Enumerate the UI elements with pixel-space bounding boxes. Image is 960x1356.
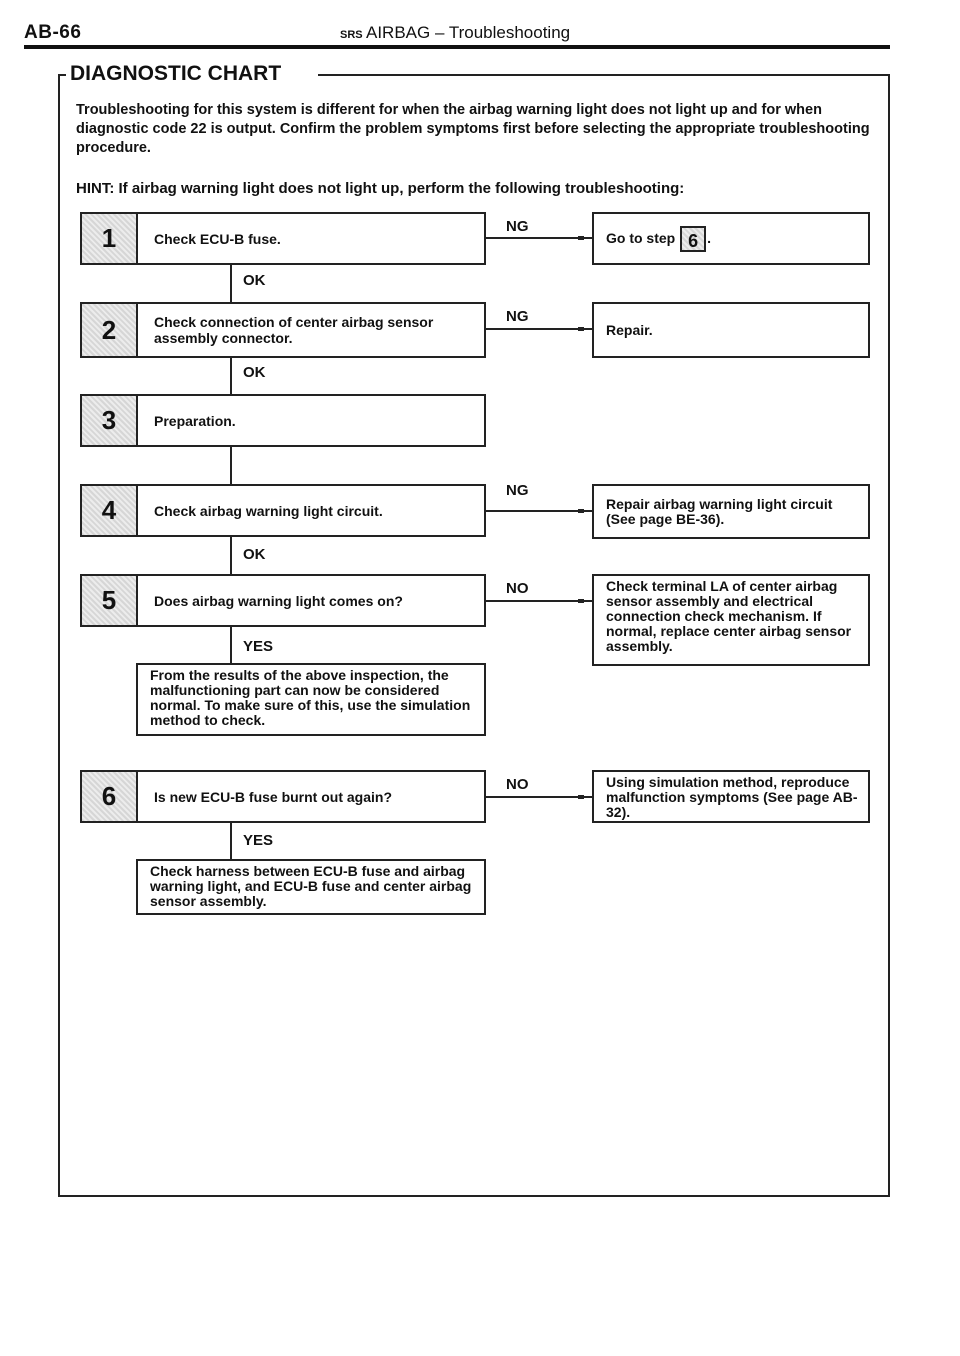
ok-connector	[230, 537, 232, 574]
frame-top-right	[318, 74, 890, 76]
no-connector	[486, 796, 592, 798]
result-text: Repair.	[606, 321, 653, 338]
step-number: 4	[101, 495, 117, 525]
note-after-step-5	[136, 663, 486, 736]
result-6-box	[592, 770, 870, 823]
step-6-badge: 6	[680, 226, 706, 252]
frame-right	[888, 74, 890, 1196]
step-4-box	[80, 484, 486, 537]
ng-label: NG	[506, 218, 529, 235]
section-title: DIAGNOSTIC CHART	[70, 62, 285, 86]
header-rule	[24, 45, 890, 49]
yes-label: YES	[243, 832, 274, 849]
step-number: 3	[101, 405, 117, 435]
step-text: Check ECU-B fuse.	[154, 230, 281, 247]
step-text: Check connection of center airbag sensor assembly connector.	[154, 314, 434, 346]
frame-top-left	[58, 74, 66, 76]
result-text: Repair airbag warning light circuit (See page BE-36).	[606, 495, 833, 527]
ok-connector	[230, 265, 232, 302]
no-connector	[486, 600, 592, 602]
ok-label: OK	[243, 272, 266, 289]
step-number-cell	[82, 304, 138, 356]
step-1-box	[80, 212, 486, 265]
connector	[230, 447, 232, 484]
ng-connector	[486, 237, 592, 239]
step-6-box	[80, 770, 486, 823]
frame-bottom	[58, 1195, 890, 1197]
step-number: 2	[101, 314, 117, 345]
step-text: Is new ECU-B fuse burnt out again?	[154, 788, 393, 805]
note-text: Check harness between ECU-B fuse and airbag warning light, and ECU-B fuse and center airbag sensor assembly.	[150, 863, 472, 909]
step-text: Preparation.	[154, 412, 236, 429]
result-suffix: .	[707, 230, 712, 246]
ok-connector	[230, 358, 232, 394]
yes-connector	[230, 627, 232, 663]
result-1-box	[592, 212, 870, 265]
no-label: NO	[506, 776, 529, 793]
step-number: 5	[101, 585, 117, 615]
step-number-cell	[82, 772, 138, 821]
result-5-box	[592, 574, 870, 666]
ok-label: OK	[243, 546, 266, 563]
step-number-cell	[82, 576, 138, 625]
step-number: 1	[101, 223, 117, 253]
arrowhead	[578, 327, 584, 331]
arrowhead	[578, 509, 584, 513]
frame-left	[58, 74, 60, 1196]
page-title: AIRBAG – Troubleshooting	[366, 23, 571, 42]
yes-connector	[230, 823, 232, 859]
intro-paragraph: Troubleshooting for this system is different for when the airbag warning light does not light up and for when diagnostic code 22 is output. Confirm the problem symptoms first before selecting the appropriate troubleshooting procedure.	[76, 102, 870, 156]
hint-text: HINT: If airbag warning light does not light up, perform the following troubleshooting:	[76, 180, 685, 197]
step-3-box	[80, 394, 486, 447]
step-number-cell	[82, 486, 138, 535]
step-number: 6	[101, 781, 117, 811]
arrowhead	[578, 795, 584, 799]
ok-label: OK	[243, 364, 266, 381]
arrowhead	[578, 236, 584, 240]
result-2-box	[592, 302, 870, 358]
ng-connector	[486, 328, 592, 330]
ng-label: NG	[506, 482, 529, 499]
result-text: Go to step	[606, 230, 676, 246]
step-number-cell	[82, 214, 138, 263]
step-5-box	[80, 574, 486, 627]
page-code: AB-66	[24, 22, 82, 43]
step-text: Check airbag warning light circuit.	[154, 502, 383, 519]
step-number-cell	[82, 396, 138, 445]
step-text: Does airbag warning light comes on?	[154, 592, 403, 609]
arrowhead	[578, 599, 584, 603]
note-text: From the results of the above inspection, the malfunctioning part can now be considered normal. To make sure of this, use the simulation method to check.	[150, 667, 471, 728]
result-4-box	[592, 484, 870, 539]
result-text: Check terminal LA of center airbag sensor assembly and electrical connection check mechanism. If normal, replace center airbag sensor assembly.	[606, 578, 852, 654]
ng-connector	[486, 510, 592, 512]
no-label: NO	[506, 580, 529, 597]
srs-tag: SRS	[340, 29, 363, 41]
step-2-box	[80, 302, 486, 358]
yes-label: YES	[243, 638, 274, 655]
note-after-step-6	[136, 859, 486, 915]
ng-label: NG	[506, 308, 529, 325]
result-text: Using simulation method, reproduce malfunction symptoms (See page AB-32).	[606, 774, 858, 820]
